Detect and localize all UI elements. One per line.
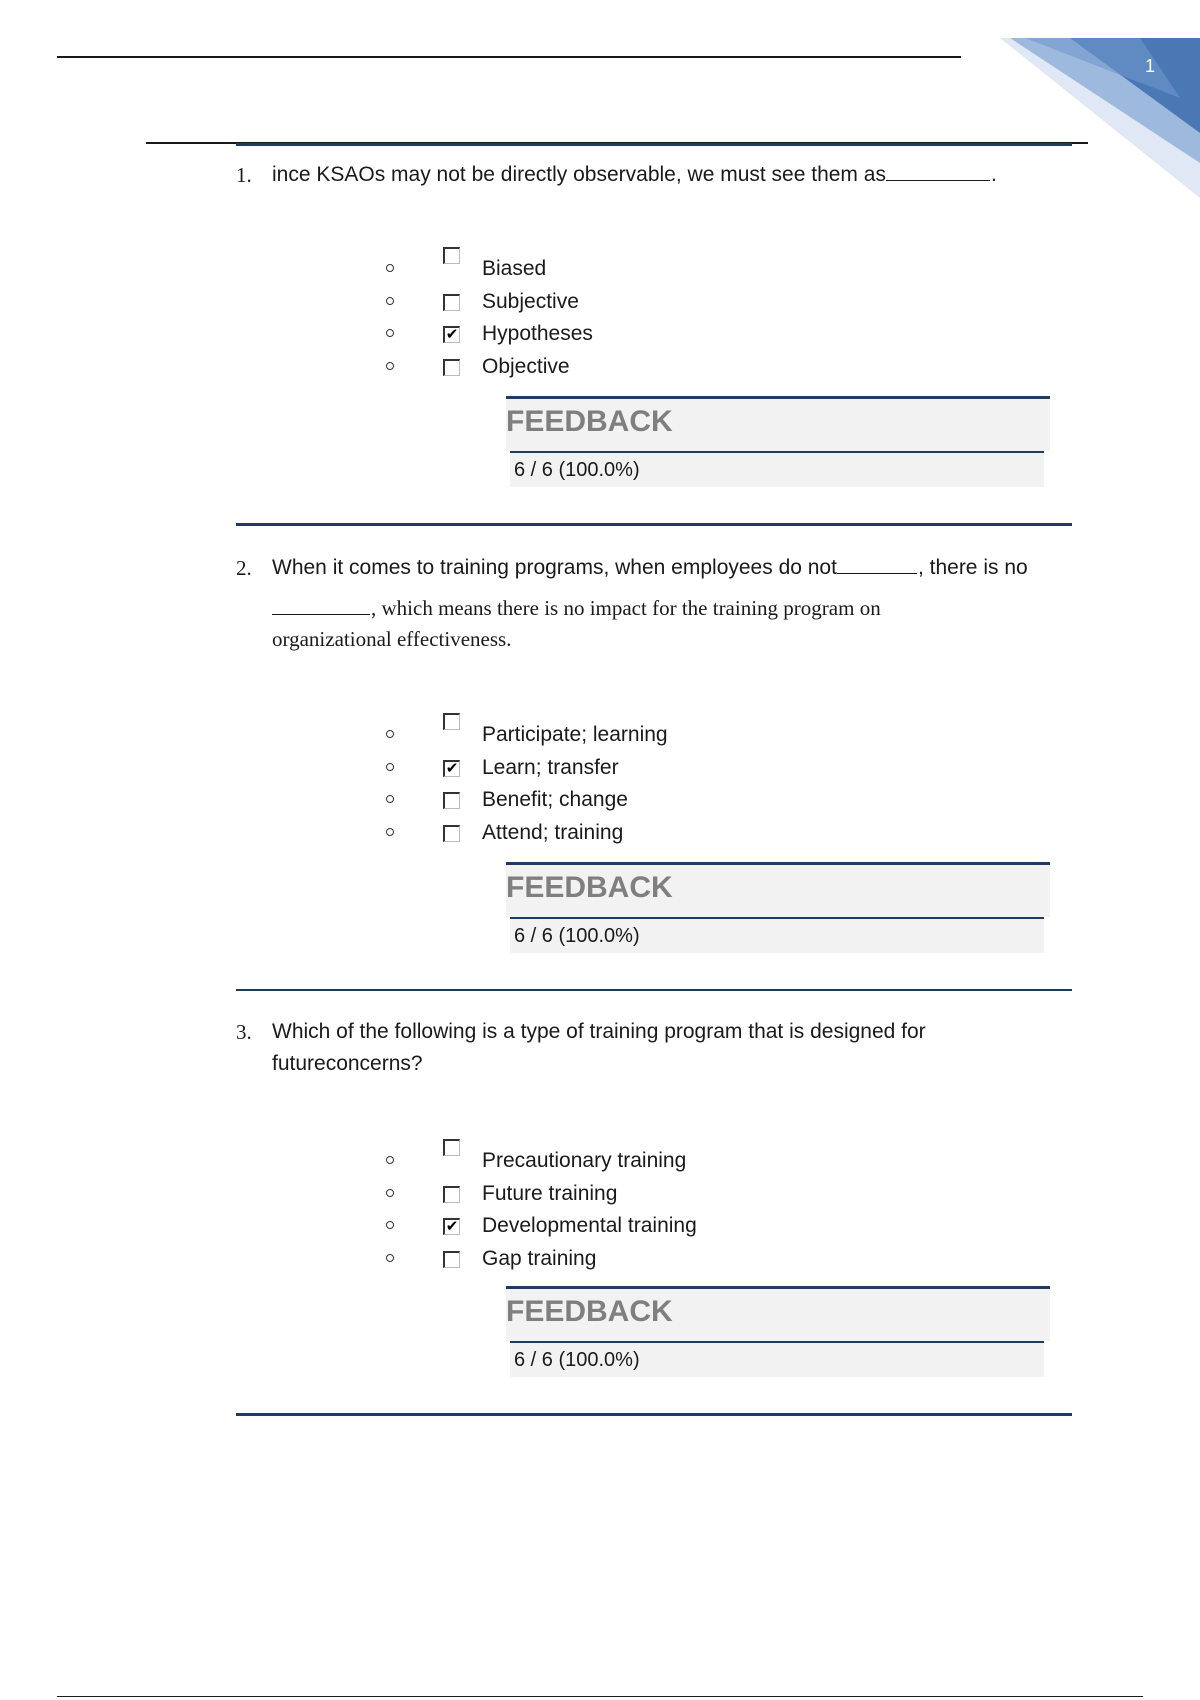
bullet-icon (386, 1156, 394, 1164)
bullet-icon (386, 730, 394, 738)
feedback-panel (506, 396, 1050, 489)
header-rule (57, 56, 961, 58)
section-divider (236, 989, 1072, 991)
answer-blank (837, 572, 917, 574)
checkbox-icon[interactable] (443, 294, 460, 311)
answer-blank (886, 179, 990, 181)
bullet-icon (386, 828, 394, 836)
checkbox-checked-icon[interactable]: ✔ (443, 1218, 460, 1235)
feedback-heading: FEEDBACK (506, 862, 1050, 917)
option-label: Gap training (482, 1246, 597, 1270)
question-1 (236, 159, 1076, 191)
feedback-heading: FEEDBACK (506, 396, 1050, 451)
checkbox-icon[interactable] (443, 247, 460, 264)
checkbox-icon[interactable] (443, 825, 460, 842)
option-label: Objective (482, 354, 570, 378)
feedback-score: 6 / 6 (100.0%) (510, 451, 1044, 487)
option-label: Future training (482, 1181, 618, 1205)
section-divider (236, 1413, 1072, 1416)
question-text: futureconcerns? (272, 1052, 423, 1075)
bullet-icon (386, 297, 394, 305)
checkbox-icon[interactable] (443, 1139, 460, 1156)
option-label: Subjective (482, 289, 579, 313)
checkbox-icon[interactable] (443, 792, 460, 809)
bullet-icon (386, 795, 394, 803)
option-label: Benefit; change (482, 788, 628, 811)
question-text: , there is no (917, 556, 1028, 579)
section-divider (236, 143, 1072, 146)
question-text: organizational effectiveness. (272, 627, 512, 651)
feedback-score: 6 / 6 (100.0%) (510, 917, 1044, 953)
checkbox-checked-icon[interactable]: ✔ (443, 760, 460, 777)
checkbox-icon[interactable] (443, 1251, 460, 1268)
option-label: Biased (482, 257, 547, 280)
question-2 (236, 552, 1076, 655)
question-number: 1. (236, 163, 252, 187)
feedback-panel (506, 1286, 1050, 1379)
option-label: Learn; transfer (482, 755, 619, 779)
option-label: Precautionary training (482, 1149, 687, 1172)
bullet-icon (386, 1254, 394, 1262)
page-number: 1 (1144, 56, 1155, 76)
bullet-icon (386, 329, 394, 337)
checkbox-icon[interactable] (443, 713, 460, 730)
option-label: Attend; training (482, 820, 624, 844)
bullet-icon (386, 763, 394, 771)
feedback-heading: FEEDBACK (506, 1286, 1050, 1341)
feedback-panel (506, 862, 1050, 955)
bullet-icon (386, 264, 394, 272)
answer-blank (272, 613, 370, 615)
question-text: ince KSAOs may not be directly observable, we must see them as (272, 163, 886, 186)
bullet-icon (386, 362, 394, 370)
checkbox-icon[interactable] (443, 1186, 460, 1203)
question-text: , which means there is no impact for the training program on (371, 596, 881, 620)
option-label: Hypotheses (482, 322, 593, 345)
checkbox-icon[interactable] (443, 359, 460, 376)
checkbox-checked-icon[interactable]: ✔ (443, 326, 460, 343)
footer-rule (57, 1696, 1143, 1697)
question-text: Which of the following is a type of training program that is designed for (272, 1020, 926, 1043)
bullet-icon (386, 1221, 394, 1229)
question-number: 2. (236, 556, 252, 580)
question-number: 3. (236, 1020, 252, 1044)
option-label: Participate; learning (482, 723, 668, 746)
feedback-score: 6 / 6 (100.0%) (510, 1341, 1044, 1377)
question-text: When it comes to training programs, when employees do not (272, 556, 837, 579)
question-3 (236, 1016, 1076, 1080)
section-divider (236, 523, 1072, 526)
bullet-icon (386, 1189, 394, 1197)
option-label: Developmental training (482, 1214, 697, 1237)
question-text-end: . (990, 163, 997, 186)
